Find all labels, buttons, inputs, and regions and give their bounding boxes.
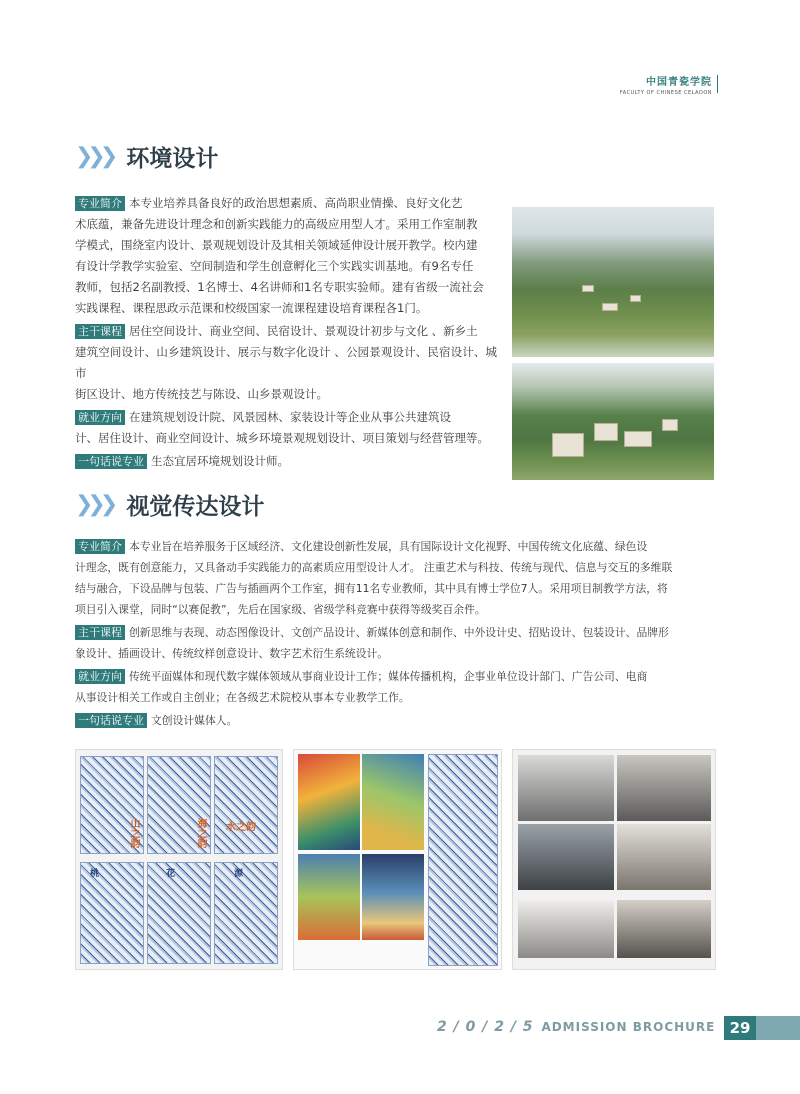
slogan-tag: 一句话说专业 bbox=[75, 713, 147, 728]
building-shape bbox=[624, 431, 652, 447]
landscape-plan-image-1 bbox=[512, 207, 714, 357]
classroom-photo bbox=[617, 755, 711, 821]
building-shape bbox=[552, 433, 584, 457]
career-tag: 就业方向 bbox=[75, 669, 125, 684]
landscape-plan-image-2 bbox=[512, 363, 714, 480]
intro-line: 结与融合，下设品牌与包装、广告与插画两个工作室，拥有11名专业教师，其中具有博士学位7人。采用项目制教学方法，将 bbox=[75, 582, 668, 595]
illustration-tile bbox=[298, 854, 360, 940]
courses-line: 建筑空间设计、山乡建筑设计、展示与数字化设计 、公园景观设计、民宿设计、城市 bbox=[75, 345, 497, 380]
poster-char: 源 bbox=[234, 869, 244, 879]
poster-tile bbox=[214, 756, 278, 854]
building-shape bbox=[662, 419, 678, 431]
footer-label: ADMISSION BROCHURE bbox=[541, 1020, 716, 1034]
poster-char: 桃 bbox=[90, 869, 100, 879]
intro-line: 实践课程、课程思政示范课和校级国家一流课程建设培育课程各1门。 bbox=[75, 301, 428, 315]
poster-tile bbox=[214, 862, 278, 964]
intro-tag: 专业简介 bbox=[75, 196, 125, 211]
building-shape bbox=[582, 285, 594, 292]
intro-line: 术底蕴，兼备先进设计理念和创新实践能力的高级应用型人才。采用工作室制教 bbox=[75, 217, 478, 231]
career-line: 在建筑规划设计院、风景园林、家装设计等企业从事公共建筑设 bbox=[129, 410, 451, 424]
poster-set-illustration bbox=[293, 749, 502, 970]
slogan-text: 生态宜居环境规划设计师。 bbox=[151, 454, 289, 468]
poster-title: 水之韵 bbox=[226, 822, 256, 833]
courses-line: 创新思维与表现、动态图像设计、文创产品设计、新媒体创意和制作、中外设计史、招贴设计、包装设计、品牌形 bbox=[129, 626, 669, 639]
illustration-tile bbox=[298, 754, 360, 850]
building-shape bbox=[602, 303, 618, 311]
footer-brochure bbox=[437, 1019, 715, 1035]
building-shape bbox=[630, 295, 641, 302]
classroom-photo bbox=[518, 824, 614, 890]
poster-title: 山之韵 bbox=[128, 818, 139, 848]
career-line: 传统平面媒体和现代数字媒体领域从事商业设计工作；媒体传播机构，企事业单位设计部门、广告公司、电商 bbox=[129, 670, 648, 683]
school-name-en: FACULTY OF CHINESE CELADON bbox=[619, 90, 712, 96]
section-title-visual bbox=[75, 488, 264, 521]
career-tag: 就业方向 bbox=[75, 410, 125, 425]
intro-line: 有设计学教学实验室、空间制造和学生创意孵化三个实践实训基地。有9名专任 bbox=[75, 259, 474, 273]
classroom-photo bbox=[617, 824, 711, 890]
section-title-environment bbox=[75, 140, 218, 173]
courses-line: 居住空间设计、商业空间、民宿设计、景观设计初步与文化 、新乡土 bbox=[129, 324, 478, 338]
section-title-text: 视觉传达设计 bbox=[126, 493, 265, 520]
poster-tile bbox=[147, 862, 211, 964]
poster-title: 海之韵 bbox=[195, 818, 206, 848]
slogan-text: 文创设计媒体人。 bbox=[151, 714, 238, 727]
poster-set-blue-white bbox=[75, 749, 283, 970]
poster-char: 花 bbox=[166, 869, 176, 879]
classroom-photo bbox=[617, 900, 711, 958]
page-number: 29 bbox=[724, 1016, 756, 1040]
intro-line: 计理念，既有创意能力，又具备动手实践能力的高素质应用型设计人才。 注重艺术与科技、传统与现代、信息与交互的多维联 bbox=[75, 561, 673, 574]
footer-year: 2 / 0 / 2 / 5 bbox=[437, 1019, 534, 1035]
page-strip bbox=[756, 1016, 800, 1040]
classroom-photo-set bbox=[512, 749, 716, 970]
poster-tile bbox=[428, 754, 498, 966]
chevron-icon: ❯❯❯ bbox=[75, 492, 113, 517]
career-line: 从事设计相关工作或自主创业；在各级艺术院校从事本专业教学工作。 bbox=[75, 691, 410, 704]
section1-body bbox=[75, 193, 497, 472]
courses-tag: 主干课程 bbox=[75, 625, 125, 640]
building-shape bbox=[594, 423, 618, 441]
illustration-tile bbox=[362, 754, 424, 850]
intro-line: 教师，包括2名副教授、1名博士、4名讲师和1名专职实验师。建有省级一流社会 bbox=[75, 280, 484, 294]
intro-line: 学模式，围绕室内设计、景观规划设计及其相关领域延伸设计展开教学。校内建 bbox=[75, 238, 478, 252]
classroom-photo bbox=[518, 900, 614, 958]
intro-line: 本专业培养具备良好的政治思想素质、高尚职业情操、良好文化艺 bbox=[129, 196, 463, 210]
courses-tag: 主干课程 bbox=[75, 324, 125, 339]
career-line: 计、居住设计、商业空间设计、城乡环境景观规划设计、项目策划与经营管理等。 bbox=[75, 431, 489, 445]
section-title-text: 环境设计 bbox=[126, 145, 219, 172]
intro-line: 项目引入课堂，同时“以赛促教”，先后在国家级、省级学科竞赛中获得等级奖百余件。 bbox=[75, 603, 486, 616]
classroom-photo bbox=[518, 755, 614, 821]
intro-tag: 专业简介 bbox=[75, 539, 125, 554]
courses-line: 街区设计、地方传统技艺与陈设、山乡景观设计。 bbox=[75, 387, 328, 401]
slogan-tag: 一句话说专业 bbox=[75, 454, 147, 469]
courses-line: 象设计、插画设计、传统纹样创意设计、数字艺术衍生系统设计。 bbox=[75, 647, 389, 660]
school-logo bbox=[620, 73, 712, 96]
illustration-tile bbox=[362, 854, 424, 940]
intro-line: 本专业旨在培养服务于区域经济、文化建设创新性发展，具有国际设计文化视野、中国传统文化底蕴、绿色设 bbox=[129, 540, 648, 553]
section2-body bbox=[75, 536, 715, 731]
chevron-icon: ❯❯❯ bbox=[75, 144, 113, 169]
logo-divider bbox=[717, 75, 718, 93]
school-name-cn: 中国青瓷学院 bbox=[646, 77, 712, 88]
